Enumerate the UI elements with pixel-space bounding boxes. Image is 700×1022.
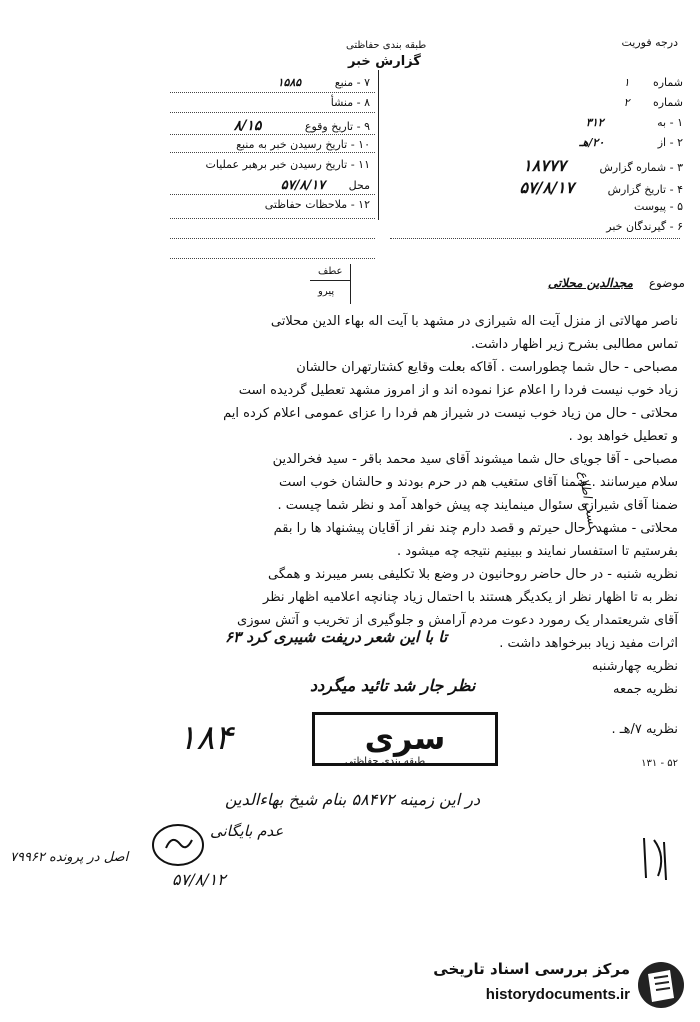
body-line: نظریه چهارشنبه (591, 659, 678, 674)
friday-label: نظریه جمعه (613, 682, 678, 697)
subject-line (355, 276, 685, 290)
archive-name: مرکز بررسی اسناد تاریخی (433, 960, 630, 978)
archive-logo (418, 956, 688, 1014)
atf-label: عطف (318, 266, 343, 277)
body-line: تماس مطالبی بشرح زیر اظهار داشت. (470, 337, 678, 352)
field-report-number: ۳ - شماره گزارش ۱۸۷۷۷ (523, 156, 683, 175)
body-line: مصباحی - حال شما چطوراست . آقاکه بعلت وقایع کشتارتهران حالشان (296, 360, 678, 375)
field-arrival-source: ۱۰ - تاریخ رسیدن خبر به منبع (236, 138, 370, 151)
body-line: ضمنا آقای شیرازی سئوال مینمایند چه پیش خواهد آمد و نظر شما چیست . (277, 498, 678, 513)
column-divider (378, 70, 379, 220)
field-source: ۷ - منبع ۱۵۸۵ (277, 76, 370, 89)
footer-class-label: طبقه بندی حفاظتی (345, 756, 426, 767)
field-recipients: ۶ - گیرندگان خبر (606, 220, 683, 233)
field-occurrence-date: ۹ - تاریخ وقوع ۸/۱۵ (233, 118, 370, 134)
field-arrival-leader: ۱۱ - تاریخ رسیدن خبر برهبر عملیات (205, 158, 370, 171)
field-place: محل ۵۷/۸/۱۷ (280, 178, 370, 193)
field-security-notes: ۱۲ - ملاحظات حفاظتی (264, 198, 370, 211)
body-line: مصباحی - آقا جویای حال شما میشوند آقای سید محمد باقر - سید فخرالدین (272, 452, 678, 467)
archive-logo-icon (636, 958, 686, 1012)
subject-value: مجدالدین محلاتی (547, 276, 633, 290)
field-attachment: ۵ - پیوست (634, 200, 683, 213)
body-line: آقای شریعتمدار یک رمورد دعوت مردم آرامش و جلوگیری از تخریب و آتش سوزی (237, 613, 678, 628)
form-title: گزارش خبر (348, 54, 421, 69)
field-number-2: شماره ۲ (623, 96, 683, 109)
body-line: نظریه شنبه - در حال حاضر روحانیون در وضع بلا تکلیفی بسر میبرند و همگی (268, 567, 678, 582)
field-number-1: شماره ۱ (623, 76, 683, 89)
margin-note: کسب اطلاع (576, 470, 601, 531)
body-line: نظر به تا اظهار نظر از یکدیگر هستند با احتمال زیاد چنانچه اعلامیه اظهار نظر (263, 590, 678, 605)
circled-initials-icon (150, 822, 206, 868)
degree-label: درجه فوریت (621, 36, 678, 49)
margin-scribble-icon (636, 830, 676, 886)
bottom-date: ۵۷/۸/۱۲ (172, 870, 226, 889)
archive-site: historydocuments.ir (485, 986, 630, 1003)
handwritten-wednesday-note: تا با این شعر دریفت شیبری کرد ۶۳ (225, 628, 448, 646)
body-line: بفرستیم تا استفسار نمایند و ببینیم نتیجه چه میشود . (396, 544, 678, 559)
opinion7-label: نظریه ۷/هـ . (611, 722, 678, 737)
body-line: زیاد خوب نیست فردا را اعلام عزا نموده اند و از امروز مشهد تعطیل گردیده است (238, 383, 678, 398)
class-label: طبقه بندی حفاظتی (346, 40, 427, 51)
field-origin: ۸ - منشأ (330, 96, 370, 109)
subject-label: موضوع (648, 276, 685, 290)
body-line: ناصر مهالاتی از منزل آیت اله شیرازی در مشهد با آیت اله بهاء الدین محلاتی (270, 314, 678, 329)
form-code: ۱۳۱ - ۵۲ (641, 758, 678, 769)
handwritten-friday-note: نظر جار شد تائید میگردد (310, 676, 476, 695)
bottom-left-note: اصل در پرونده ۷۹۹۶۲ (10, 850, 129, 865)
body-line: اثرات مفید زیاد ببرخواهد داشت . (499, 636, 678, 651)
field-from: ۲ - از ۲۰/هـ (579, 136, 683, 149)
field-to: ۱ - به ۳۱۲ (585, 116, 683, 129)
body-line: محلاتی - حال من زیاد خوب نیست در شیراز هم فردا را عزای عمومی اعلام کرده ایم (223, 406, 678, 421)
body-line: سلام میرسانند . ضمنا آقای ستغیب هم در حرم بودند و حالشان خوب است (278, 475, 678, 490)
bottom-note-2: عدم بایگانی (210, 822, 284, 840)
field-report-date: ۴ - تاریخ گزارش ۵۷/۸/۱۷ (519, 178, 683, 197)
body-line: محلاتی - مشهد رحال حیرتم و قصد دارم چند نفر از آقایان پیشنهاد ها را بقم (273, 521, 678, 536)
body-line: و تعطیل خواهد بود . (568, 429, 678, 444)
handwritten-number: ۱۸۴ (178, 718, 233, 758)
stamp-text: سری (364, 719, 446, 757)
bottom-note-1: در این زمینه ۵۸۴۷۲ بنام شیخ بهاءالدین (225, 790, 481, 809)
peyro-label: پیرو (318, 286, 335, 297)
